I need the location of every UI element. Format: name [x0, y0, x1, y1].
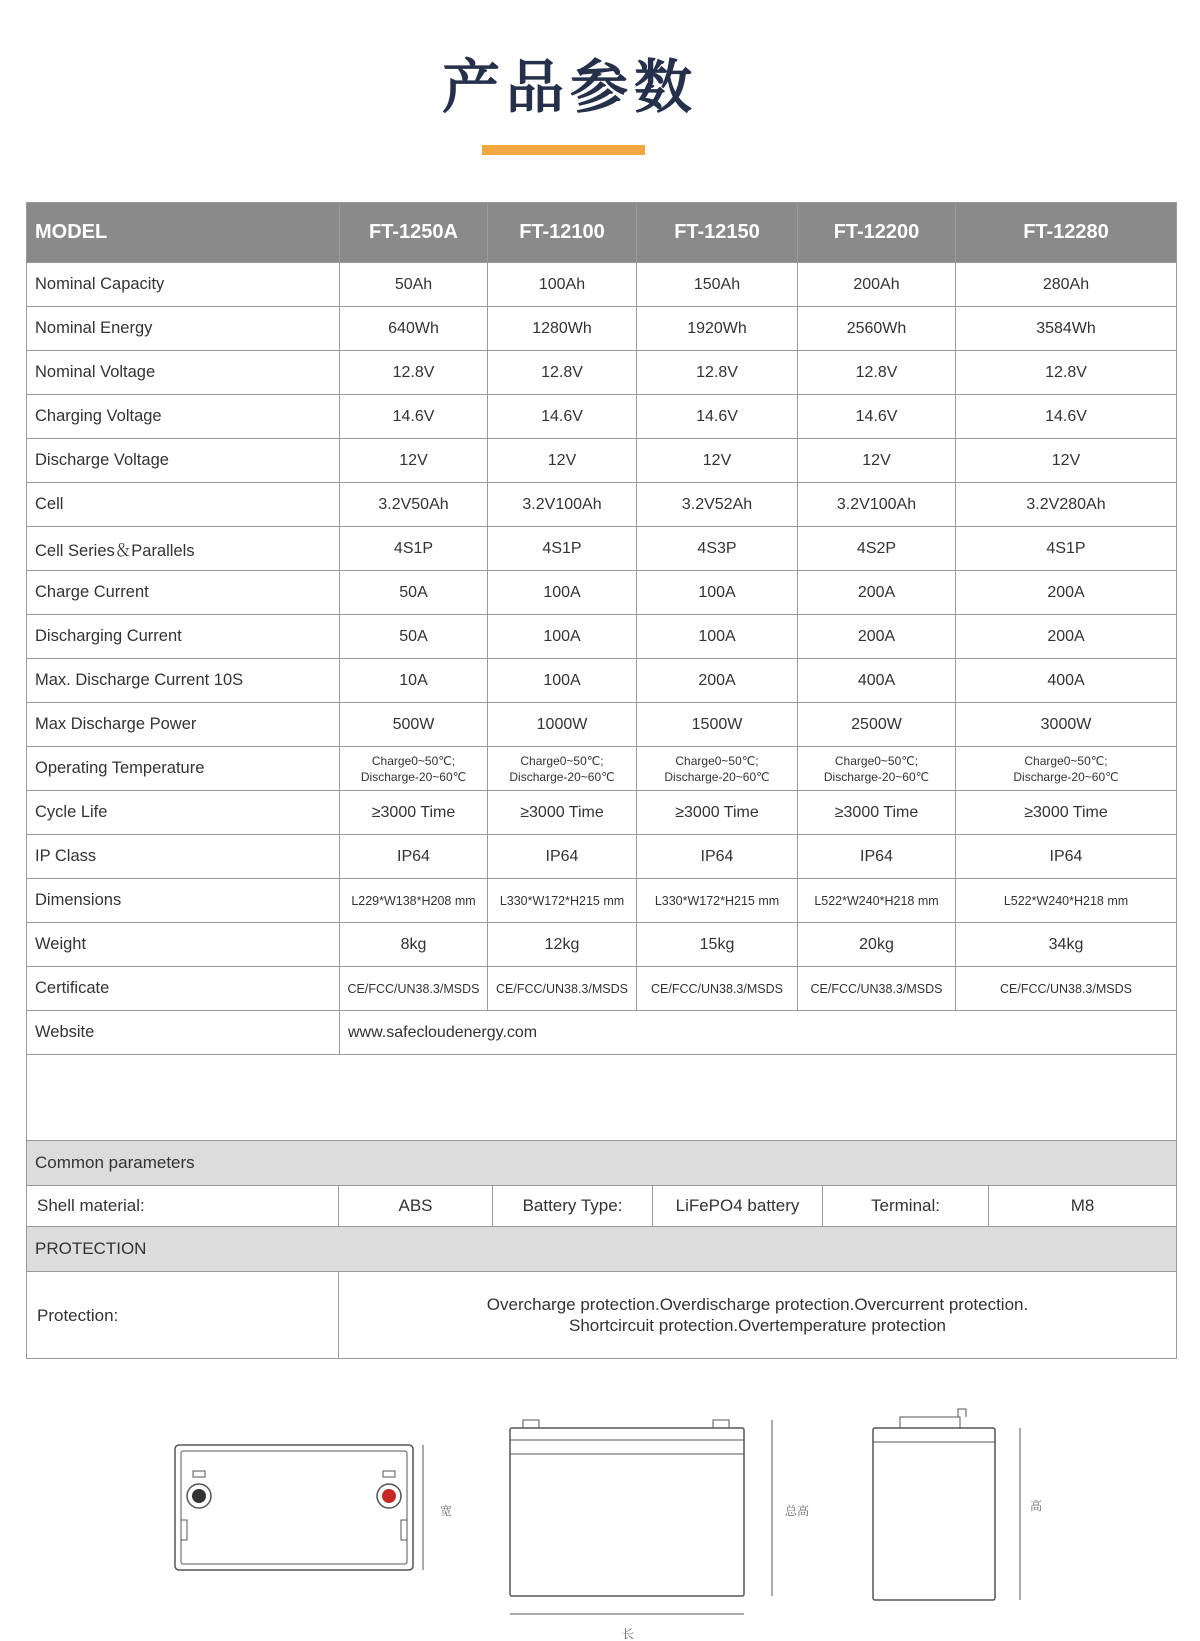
spec-value-cell: 100A — [637, 615, 798, 659]
spec-value-cell: IP64 — [956, 835, 1177, 879]
spec-value-cell: 400A — [956, 659, 1177, 703]
spec-value-cell: IP64 — [340, 835, 488, 879]
header-model-3: FT-12150 — [637, 203, 798, 263]
temp-charge: Charge0~50℃; — [371, 753, 456, 768]
spec-row — [27, 439, 1177, 483]
spec-value-cell: ≥3000 Time — [488, 791, 637, 835]
row-label: Discharge Voltage — [27, 439, 340, 483]
spec-value-cell: 200Ah — [798, 263, 956, 307]
temp-cell — [637, 747, 798, 791]
row-label: Max. Discharge Current 10S — [27, 659, 340, 703]
row-label: Dimensions — [27, 879, 340, 923]
spec-value-cell: 14.6V — [798, 395, 956, 439]
spec-row — [27, 483, 1177, 527]
spec-value-cell: 640Wh — [340, 307, 488, 351]
front-terminal-left-icon — [523, 1420, 539, 1428]
spec-value-cell: 12.8V — [637, 351, 798, 395]
row-label: Nominal Energy — [27, 307, 340, 351]
spec-value-cell: CE/FCC/UN38.3/MSDS — [637, 967, 798, 1011]
spec-value-cell: L229*W138*H208 mm — [340, 879, 488, 923]
temp-charge: Charge0~50℃; — [675, 753, 759, 768]
common-section-row — [27, 1141, 1177, 1186]
plus-mark-icon — [383, 1471, 395, 1477]
spec-value-cell: 14.6V — [637, 395, 798, 439]
spec-value-cell: 12V — [798, 439, 956, 483]
spec-value-cell: 200A — [956, 615, 1177, 659]
row-label: Cell — [27, 483, 340, 527]
temp-charge: Charge0~50℃; — [520, 753, 604, 768]
spec-row — [27, 967, 1177, 1011]
spec-value-cell: 12.8V — [340, 351, 488, 395]
spec-value-cell: 4S1P — [956, 527, 1177, 571]
spec-value-cell: 3.2V50Ah — [340, 483, 488, 527]
protection-text — [339, 1272, 1177, 1359]
spec-value-cell: 400A — [798, 659, 956, 703]
spec-value-cell: 20kg — [798, 923, 956, 967]
spec-value-cell: CE/FCC/UN38.3/MSDS — [956, 967, 1177, 1011]
spec-row — [27, 923, 1177, 967]
front-view-outline — [510, 1428, 744, 1596]
spec-value-cell: 200A — [798, 615, 956, 659]
spec-value-cell: 10A — [340, 659, 488, 703]
temp-discharge: Discharge-20~60℃ — [509, 769, 615, 784]
spec-value-cell: 12V — [488, 439, 637, 483]
spec-value-cell: 200A — [637, 659, 798, 703]
spec-value-cell: CE/FCC/UN38.3/MSDS — [340, 967, 488, 1011]
spec-value-cell: ≥3000 Time — [956, 791, 1177, 835]
spec-value-cell: 1920Wh — [637, 307, 798, 351]
spacer-row — [27, 1055, 1177, 1142]
handle-left-icon — [181, 1520, 187, 1540]
spec-value-cell: 12kg — [488, 923, 637, 967]
battery-top-view — [175, 1445, 423, 1570]
row-label: Certificate — [27, 967, 340, 1011]
temp-charge: Charge0~50℃; — [1024, 753, 1108, 768]
spec-value-cell: 50A — [340, 571, 488, 615]
spec-value-cell: 3.2V52Ah — [637, 483, 798, 527]
spec-value-cell: 1280Wh — [488, 307, 637, 351]
spec-row — [27, 835, 1177, 879]
battery-front-view — [510, 1420, 772, 1614]
protection-section-title: PROTECTION — [27, 1227, 1177, 1272]
front-terminal-right-icon — [713, 1420, 729, 1428]
protection-section-row — [27, 1227, 1177, 1272]
spec-value-cell: 200A — [798, 571, 956, 615]
temp-cell — [956, 747, 1177, 791]
shell-value: ABS — [339, 1186, 493, 1227]
row-label: Website — [27, 1011, 340, 1055]
temp-discharge: Discharge-20~60℃ — [664, 769, 770, 784]
spec-table — [26, 202, 1177, 1142]
spec-value-cell: 12.8V — [798, 351, 956, 395]
protection-line-1: Overcharge protection.Overdischarge protection.Overcurrent protection. — [486, 1295, 1029, 1314]
spec-value-cell: 100A — [488, 571, 637, 615]
temp-discharge: Discharge-20~60℃ — [1013, 769, 1119, 784]
negative-terminal-core — [192, 1489, 206, 1503]
spec-value-cell: 1500W — [637, 703, 798, 747]
minus-mark-icon — [193, 1471, 205, 1477]
spec-value-cell: 1000W — [488, 703, 637, 747]
total-height-label: 总高 — [785, 1504, 810, 1518]
row-label: Cell Series＆Parallels — [27, 527, 340, 571]
row-label: Max Discharge Power — [27, 703, 340, 747]
battery-side-view — [873, 1409, 1020, 1600]
spec-value-cell: 12V — [637, 439, 798, 483]
spec-row — [27, 263, 1177, 307]
spec-row — [27, 527, 1177, 571]
spec-row — [27, 351, 1177, 395]
spec-value-cell: ≥3000 Time — [637, 791, 798, 835]
battery-type-value: LiFePO4 battery — [653, 1186, 823, 1227]
row-label: Nominal Voltage — [27, 351, 340, 395]
spec-value-cell: 100A — [488, 615, 637, 659]
header-model-1: FT-1250A — [340, 203, 488, 263]
row-label: IP Class — [27, 835, 340, 879]
spec-value-cell: 8kg — [340, 923, 488, 967]
common-section-title: Common parameters — [27, 1141, 1177, 1186]
spec-row — [27, 395, 1177, 439]
shell-label: Shell material: — [27, 1186, 339, 1227]
header-model-4: FT-12200 — [798, 203, 956, 263]
battery-drawings — [0, 1380, 1200, 1641]
spec-value-cell: CE/FCC/UN38.3/MSDS — [488, 967, 637, 1011]
spec-value-cell: 14.6V — [340, 395, 488, 439]
spec-row-website — [27, 1011, 1177, 1055]
spec-value-cell: 200A — [956, 571, 1177, 615]
spacer-cell — [27, 1055, 1177, 1142]
common-table — [26, 1140, 1177, 1359]
website-link[interactable]: www.safecloudenergy.com — [340, 1011, 1177, 1055]
row-label: Nominal Capacity — [27, 263, 340, 307]
spec-value-cell: L330*W172*H215 mm — [637, 879, 798, 923]
spec-row — [27, 879, 1177, 923]
spec-value-cell: ≥3000 Time — [798, 791, 956, 835]
spec-value-cell: 3584Wh — [956, 307, 1177, 351]
spec-value-cell: 50A — [340, 615, 488, 659]
spec-row-operating-temperature — [27, 747, 1177, 791]
battery-type-label: Battery Type: — [493, 1186, 653, 1227]
spec-value-cell: 14.6V — [488, 395, 637, 439]
spec-row — [27, 307, 1177, 351]
row-label: Discharging Current — [27, 615, 340, 659]
temp-charge: Charge0~50℃; — [834, 753, 919, 768]
protection-line-2: Shortcircuit protection.Overtemperature protection — [569, 1316, 947, 1335]
length-label: 长 — [622, 1627, 635, 1641]
spec-row — [27, 791, 1177, 835]
top-view-outline — [175, 1445, 413, 1570]
spec-value-cell: L330*W172*H215 mm — [488, 879, 637, 923]
row-label: Charging Voltage — [27, 395, 340, 439]
spec-value-cell: 12V — [956, 439, 1177, 483]
spec-value-cell: 34kg — [956, 923, 1177, 967]
spec-value-cell: L522*W240*H218 mm — [798, 879, 956, 923]
spec-row — [27, 571, 1177, 615]
header-model: MODEL — [27, 203, 340, 263]
row-label: Weight — [27, 923, 340, 967]
spec-value-cell: 100A — [637, 571, 798, 615]
common-row — [27, 1186, 1177, 1227]
page-title: 产品参数 — [441, 53, 698, 121]
row-label: Cycle Life — [27, 791, 340, 835]
spec-value-cell: 14.6V — [956, 395, 1177, 439]
spec-row — [27, 659, 1177, 703]
spec-value-cell: 2500W — [798, 703, 956, 747]
spec-value-cell: 12.8V — [488, 351, 637, 395]
spec-value-cell: 150Ah — [637, 263, 798, 307]
spec-value-cell: 12.8V — [956, 351, 1177, 395]
title-underline — [482, 145, 645, 155]
spec-value-cell: CE/FCC/UN38.3/MSDS — [798, 967, 956, 1011]
spec-value-cell: IP64 — [637, 835, 798, 879]
handle-right-icon — [401, 1520, 407, 1540]
side-terminal-icon — [958, 1409, 966, 1417]
top-view-inner — [181, 1451, 407, 1564]
spec-value-cell: 50Ah — [340, 263, 488, 307]
spec-value-cell: 3.2V100Ah — [798, 483, 956, 527]
height-label: 高 — [1030, 1499, 1043, 1513]
spec-value-cell: 500W — [340, 703, 488, 747]
spec-row — [27, 703, 1177, 747]
spec-value-cell: 12V — [340, 439, 488, 483]
side-view-outline — [873, 1428, 995, 1600]
spec-header-row — [27, 203, 1177, 263]
spec-value-cell: 3.2V280Ah — [956, 483, 1177, 527]
terminal-value: M8 — [989, 1186, 1177, 1227]
spec-row — [27, 615, 1177, 659]
protection-row — [27, 1272, 1177, 1359]
spec-value-cell: 15kg — [637, 923, 798, 967]
spec-value-cell: 3.2V100Ah — [488, 483, 637, 527]
spec-value-cell: ≥3000 Time — [340, 791, 488, 835]
spec-value-cell: L522*W240*H218 mm — [956, 879, 1177, 923]
temp-discharge: Discharge-20~60℃ — [360, 769, 467, 784]
temp-cell — [340, 747, 488, 791]
temp-discharge: Discharge-20~60℃ — [823, 769, 930, 784]
spec-value-cell: 4S1P — [488, 527, 637, 571]
spec-value-cell: 280Ah — [956, 263, 1177, 307]
header-model-5: FT-12280 — [956, 203, 1177, 263]
terminal-label: Terminal: — [823, 1186, 989, 1227]
temp-cell — [798, 747, 956, 791]
spec-value-cell: 3000W — [956, 703, 1177, 747]
positive-terminal-core — [382, 1489, 396, 1503]
side-view-top-block — [900, 1417, 960, 1428]
spec-value-cell: IP64 — [488, 835, 637, 879]
row-label: Operating Temperature — [27, 747, 340, 791]
spec-value-cell: 100A — [488, 659, 637, 703]
temp-cell — [488, 747, 637, 791]
header-model-2: FT-12100 — [488, 203, 637, 263]
spec-value-cell: 100Ah — [488, 263, 637, 307]
width-label: 宽 — [440, 1504, 453, 1518]
spec-value-cell: 4S2P — [798, 527, 956, 571]
protection-label: Protection: — [27, 1272, 339, 1359]
spec-value-cell: 2560Wh — [798, 307, 956, 351]
spec-value-cell: 4S1P — [340, 527, 488, 571]
row-label: Charge Current — [27, 571, 340, 615]
spec-value-cell: 4S3P — [637, 527, 798, 571]
spec-value-cell: IP64 — [798, 835, 956, 879]
